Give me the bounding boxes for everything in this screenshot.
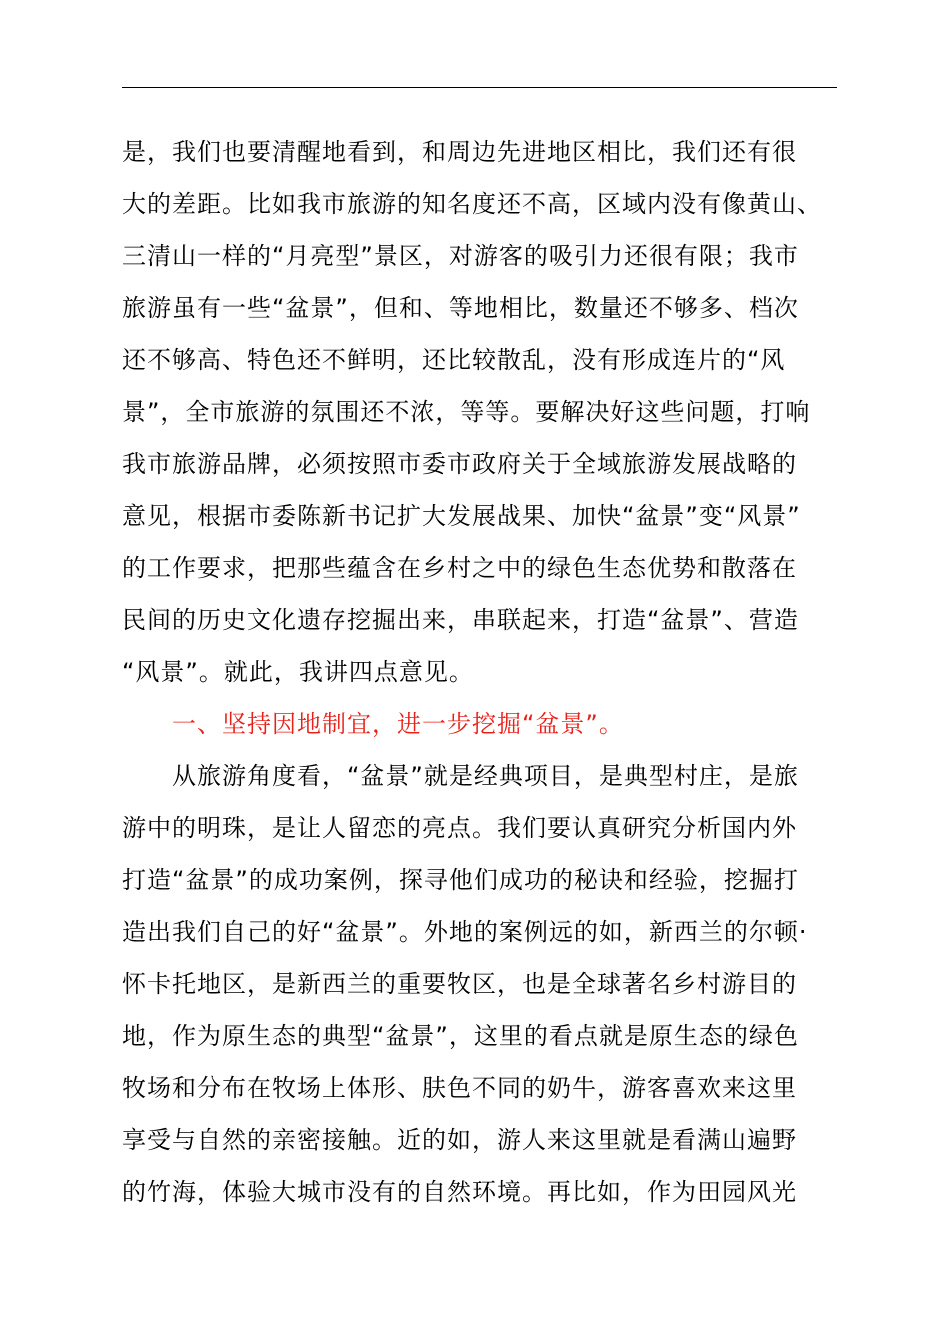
text-line: 的竹海，体验大城市没有的自然环境。再比如，作为田园风光 <box>122 1178 797 1206</box>
text-line: “风景”。就此，我讲四点意见。 <box>122 658 474 686</box>
text-line: 游中的明珠，是让人留恋的亮点。我们要认真研究分析国内外 <box>122 814 797 842</box>
body-paragraph <box>122 126 838 698</box>
text-line: 还不够高、特色还不鲜明，还比较散乱，没有形成连片的“风 <box>122 346 786 374</box>
text-line: 牧场和分布在牧场上体形、肤色不同的奶牛，游客喜欢来这里 <box>122 1074 797 1102</box>
text-line: 一、坚持因地制宜，进一步挖掘“盆景”。 <box>172 710 624 738</box>
header-rule <box>122 87 837 88</box>
text-line: 从旅游角度看，“盆景”就是经典项目，是典型村庄，是旅 <box>172 762 799 790</box>
text-line: 旅游虽有一些“盆景”，但和、等地相比，数量还不够多、档次 <box>122 294 799 322</box>
text-line: 三清山一样的“月亮型”景区，对游客的吸引力还很有限；我市 <box>122 242 799 270</box>
document-body <box>122 126 838 1218</box>
text-line: 的工作要求，把那些蕴含在乡村之中的绿色生态优势和散落在 <box>122 554 797 582</box>
body-paragraph <box>122 750 838 1218</box>
text-line: 景”，全市旅游的氛围还不浓，等等。要解决好这些问题，打响 <box>122 398 811 426</box>
text-line: 造出我们自己的好“盆景”。外地的案例远的如，新西兰的尔顿· <box>122 918 808 946</box>
text-line: 地，作为原生态的典型“盆景”，这里的看点就是原生态的绿色 <box>122 1022 799 1050</box>
text-line: 我市旅游品牌，必须按照市委市政府关于全域旅游发展战略的 <box>122 450 797 478</box>
text-line: 怀卡托地区，是新西兰的重要牧区，也是全球著名乡村游目的 <box>122 970 797 998</box>
text-line: 大的差距。比如我市旅游的知名度还不高，区域内没有像黄山、 <box>122 190 822 218</box>
text-line: 享受与自然的亲密接触。近的如，游人来这里就是看满山遍野 <box>122 1126 797 1154</box>
text-line: 民间的历史文化遗存挖掘出来，串联起来，打造“盆景”、营造 <box>122 606 799 634</box>
text-line: 打造“盆景”的成功案例，探寻他们成功的秘诀和经验，挖掘打 <box>122 866 799 894</box>
section-heading <box>122 698 838 750</box>
text-line: 意见，根据市委陈新书记扩大发展战果、加快“盆景”变“风景” <box>122 502 801 530</box>
text-line: 是，我们也要清醒地看到，和周边先进地区相比，我们还有很 <box>122 138 797 166</box>
